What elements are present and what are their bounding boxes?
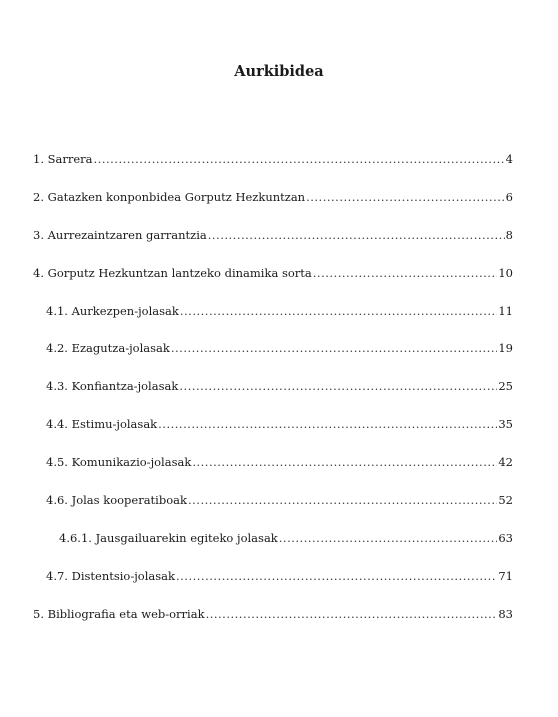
toc-leader-dots [171, 341, 498, 355]
toc-entry-label: 4.6. Jolas kooperatiboak [46, 493, 187, 508]
toc-leader-dots [206, 607, 498, 621]
toc-entry-label: 4.1. Aurkezpen-jolasak [46, 303, 179, 318]
toc-entry-label: 4.2. Ezagutza-jolasak [46, 341, 170, 356]
toc-entry-label: 4. Gorputz Hezkuntzan lantzeko dinamika sorta [33, 265, 312, 280]
toc-leader-dots [176, 569, 497, 583]
toc-entry[interactable] [33, 152, 513, 190]
toc-entry[interactable] [33, 455, 513, 493]
toc-entry[interactable] [33, 417, 513, 455]
toc-leader-dots [180, 304, 498, 318]
toc-entry[interactable] [33, 531, 513, 569]
toc-entry-label: 2. Gatazken konponbidea Gorputz Hezkuntzan [33, 189, 306, 204]
toc-entry-label: 4.4. Estimu-jolasak [46, 417, 158, 432]
toc-page-number: 35 [498, 417, 513, 432]
toc-entry-label: 4.3. Konfiantza-jolasak [46, 379, 179, 394]
toc-entry[interactable] [33, 569, 513, 607]
toc-page-number: 25 [498, 379, 513, 394]
toc-page-number: 11 [498, 303, 513, 318]
toc-entry[interactable] [33, 341, 513, 379]
toc-page-number: 8 [505, 227, 513, 242]
toc-leader-dots [179, 379, 497, 393]
toc-page-number: 52 [498, 493, 513, 508]
toc-leader-dots [279, 531, 498, 545]
toc-page-number: 42 [498, 455, 513, 470]
toc-leader-dots [188, 493, 497, 507]
toc-entry[interactable] [33, 607, 513, 645]
toc-leader-dots [313, 266, 498, 280]
toc-leader-dots [192, 455, 497, 469]
toc-page-number: 19 [498, 341, 513, 356]
toc-page-number: 6 [505, 189, 513, 204]
toc-entry[interactable] [33, 228, 513, 266]
toc-entry[interactable] [33, 266, 513, 304]
toc-entry-label: 4.5. Komunikazio-jolasak [46, 455, 192, 470]
toc-entry[interactable] [33, 379, 513, 417]
toc-page-number: 10 [498, 265, 513, 280]
toc-entry[interactable] [33, 493, 513, 531]
toc-entry-label: 1. Sarrera [33, 152, 93, 166]
toc-leader-dots [208, 228, 505, 242]
page-title: Aurkibidea [234, 63, 324, 80]
toc-leader-dots [94, 152, 505, 166]
toc-page-number: 4 [505, 152, 513, 166]
toc-leader-dots [158, 417, 497, 431]
toc-entry[interactable] [33, 304, 513, 342]
toc-page-number: 83 [498, 606, 513, 621]
toc-leader-dots [306, 190, 505, 204]
table-of-contents [33, 152, 513, 645]
toc-page-number: 63 [498, 530, 513, 545]
toc-entry-label: 4.7. Distentsio-jolasak [46, 568, 175, 583]
toc-page-number: 71 [498, 568, 513, 583]
toc-entry-label: 4.6.1. Jausgailuarekin egiteko jolasak [59, 530, 278, 545]
toc-entry[interactable] [33, 190, 513, 228]
toc-entry-label: 5. Bibliografia eta web-orriak [33, 606, 205, 621]
toc-entry-label: 3. Aurrezaintzaren garrantzia [33, 227, 207, 242]
